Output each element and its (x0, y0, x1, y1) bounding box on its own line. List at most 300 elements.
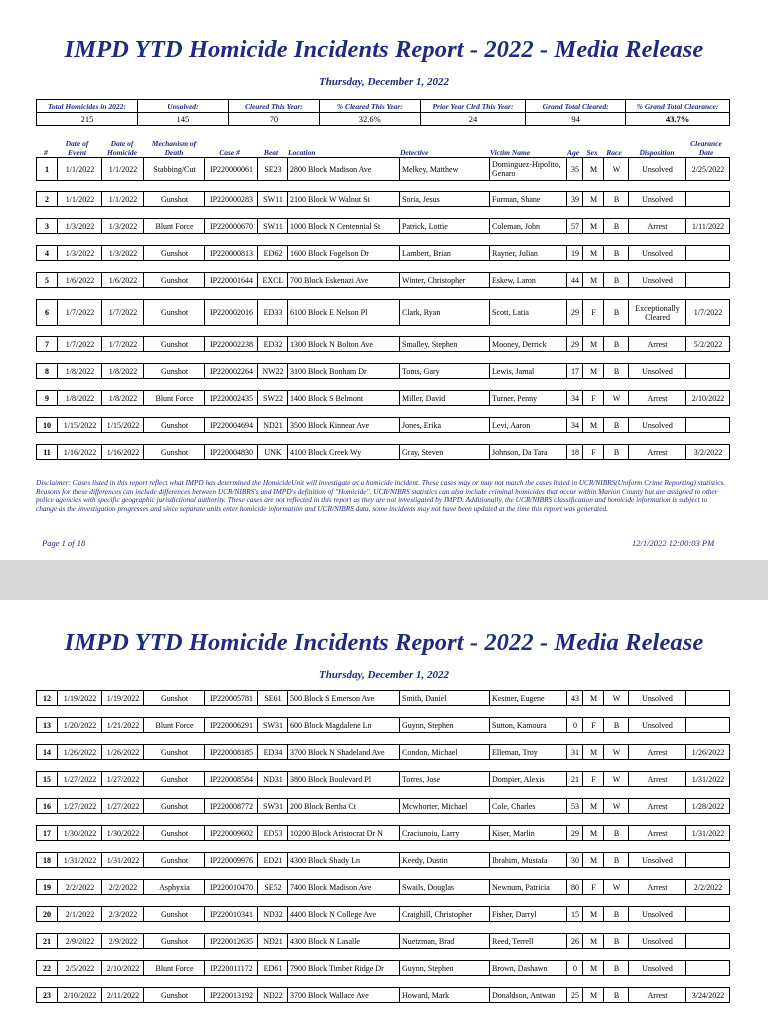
row-number: 11 (43, 447, 51, 457)
table-row (36, 218, 730, 234)
beat: ND21 (257, 418, 288, 432)
victim-name: Cole, Charles (489, 799, 569, 813)
table-row (36, 852, 730, 868)
race: W (603, 745, 629, 759)
race: B (603, 907, 629, 921)
age: 0 (566, 961, 583, 975)
row-number: 22 (43, 963, 51, 973)
case-number: IP220013192 (204, 988, 258, 1002)
sex: M (582, 961, 604, 975)
row-number: 1 (45, 164, 49, 174)
case-number: IP220002238 (204, 337, 258, 351)
row-number: 21 (43, 936, 51, 946)
age: 44 (566, 273, 583, 287)
race: W (603, 880, 629, 894)
location: 1000 Block N Centennial St (287, 219, 402, 233)
detective: Lambert, Brian (399, 246, 492, 260)
beat: ND21 (257, 934, 288, 948)
col-header-disposition: Disposition (639, 147, 675, 157)
row-number: 4 (45, 248, 49, 258)
detective: Nuetzman, Brad (399, 934, 492, 948)
mechanism-of-death: Gunshot (143, 364, 205, 378)
date-of-event: 2/1/2022 (57, 907, 102, 921)
sex: M (582, 219, 604, 233)
victim-name: Coleman, John (489, 219, 569, 233)
date-of-event: 1/15/2022 (57, 418, 102, 432)
victim-name: Rayner, Julian (489, 246, 569, 260)
date-of-homicide: 1/30/2022 (101, 826, 144, 840)
clearance-date: 1/28/2022 (685, 799, 730, 813)
victim-name: Furman, Shane (489, 192, 569, 206)
mechanism-of-death: Blunt Force (143, 718, 205, 732)
col-header-location: Location (288, 147, 316, 157)
age: 34 (566, 391, 583, 405)
location: 3800 Block Boulevard Pl (287, 772, 402, 786)
victim-name: Newnum, Patricia (489, 880, 569, 894)
report-title: IMPD YTD Homicide Incidents Report - 2022 - Media Release (64, 36, 704, 63)
disposition: Arrest (628, 988, 686, 1002)
table-row (36, 157, 730, 181)
date-of-homicide: 1/26/2022 (101, 745, 144, 759)
clearance-date: 1/7/2022 (685, 300, 730, 325)
case-number: IP220011172 (204, 961, 258, 975)
date-of-event: 1/3/2022 (57, 246, 102, 260)
table-row (36, 191, 730, 207)
victim-name: Reed, Terrell (489, 934, 569, 948)
sex: M (582, 988, 604, 1002)
table-row (36, 390, 730, 406)
page-separator (0, 560, 768, 600)
sex: M (582, 192, 604, 206)
summary-label: Grand Total Cleared: (526, 100, 626, 113)
disposition: Exceptionally Cleared (628, 300, 686, 325)
report-date: Thursday, December 1, 2022 (318, 669, 450, 681)
col-header-victim: Victim Name (490, 147, 531, 157)
case-number: IP220002016 (204, 300, 258, 325)
col-header-race: Race (606, 147, 622, 157)
detective: Condon, Michael (399, 745, 492, 759)
summary-value: 32.6% (319, 113, 420, 126)
col-header-date-homicide: Date of Homicide (107, 139, 137, 157)
disposition: Arrest (628, 826, 686, 840)
detective: Patrick, Lottie (399, 219, 492, 233)
victim-name: Turner, Penny (489, 391, 569, 405)
date-of-homicide: 1/1/2022 (101, 158, 144, 180)
victim-name: Scott, Latia (489, 300, 569, 325)
table-row (36, 336, 730, 352)
case-number: IP220000813 (204, 246, 258, 260)
beat: SW31 (257, 799, 288, 813)
summary-values-row (37, 113, 730, 126)
case-number: IP220004830 (204, 445, 258, 459)
beat: SW22 (257, 391, 288, 405)
clearance-date (685, 246, 730, 260)
mechanism-of-death: Gunshot (143, 273, 205, 287)
summary-table (36, 99, 730, 126)
age: 18 (566, 445, 583, 459)
beat: UNK (257, 445, 288, 459)
column-headers (36, 135, 730, 157)
detective: Torres, Jose (399, 772, 492, 786)
clearance-date: 1/26/2022 (685, 745, 730, 759)
table-row (36, 825, 730, 841)
location: 7900 Block Timber Ridge Dr (287, 961, 402, 975)
disposition: Arrest (628, 799, 686, 813)
beat: ED62 (257, 246, 288, 260)
row-number: 10 (43, 420, 51, 430)
detective: Winter, Christopher (399, 273, 492, 287)
case-number: IP220005781 (204, 691, 258, 705)
date-of-homicide: 2/10/2022 (101, 961, 144, 975)
mechanism-of-death: Gunshot (143, 853, 205, 867)
detective: Jones, Erika (399, 418, 492, 432)
date-of-event: 1/20/2022 (57, 718, 102, 732)
case-number: IP220006291 (204, 718, 258, 732)
mechanism-of-death: Stabbing/Cut (143, 158, 205, 180)
location: 4300 Block N Lasalle (287, 934, 402, 948)
date-of-homicide: 1/6/2022 (101, 273, 144, 287)
race: B (603, 718, 629, 732)
summary-value: 24 (420, 113, 526, 126)
detective: Clark, Ryan (399, 300, 492, 325)
beat: SW11 (257, 192, 288, 206)
table-row (36, 717, 730, 733)
sex: F (582, 391, 604, 405)
date-of-homicide: 1/19/2022 (101, 691, 144, 705)
case-number: IP220008185 (204, 745, 258, 759)
summary-label: % Cleared This Year: (319, 100, 420, 113)
date-of-event: 1/19/2022 (57, 691, 102, 705)
location: 2100 Block W Walnut St (287, 192, 402, 206)
clearance-date (685, 364, 730, 378)
mechanism-of-death: Gunshot (143, 300, 205, 325)
date-of-event: 1/27/2022 (57, 772, 102, 786)
date-of-homicide: 1/7/2022 (101, 337, 144, 351)
disposition: Unsolved (628, 418, 686, 432)
date-of-event: 1/6/2022 (57, 273, 102, 287)
clearance-date: 1/31/2022 (685, 772, 730, 786)
victim-name: Ibrahim, Mustafa (489, 853, 569, 867)
date-of-homicide: 1/8/2022 (101, 391, 144, 405)
race: W (603, 772, 629, 786)
age: 15 (566, 907, 583, 921)
date-of-homicide: 1/3/2022 (101, 246, 144, 260)
sex: M (582, 826, 604, 840)
location: 3700 Block Wallace Ave (287, 988, 402, 1002)
age: 26 (566, 934, 583, 948)
sex: M (582, 418, 604, 432)
location: 200 Block Bertha Ct (287, 799, 402, 813)
report-timestamp: 12/1/2022 12:00:03 PM (632, 538, 715, 548)
disposition: Arrest (628, 745, 686, 759)
mechanism-of-death: Blunt Force (143, 219, 205, 233)
age: 39 (566, 192, 583, 206)
sex: M (582, 907, 604, 921)
beat: ND31 (257, 772, 288, 786)
location: 3700 Block N Shadeland Ave (287, 745, 402, 759)
date-of-event: 1/8/2022 (57, 391, 102, 405)
col-header-clearance: Clearance Date (690, 139, 722, 157)
row-number: 17 (43, 828, 51, 838)
location: 4300 Block Shady Ln (287, 853, 402, 867)
race: B (603, 337, 629, 351)
detective: Toms, Gary (399, 364, 492, 378)
age: 25 (566, 988, 583, 1002)
mechanism-of-death: Gunshot (143, 691, 205, 705)
table-row (36, 798, 730, 814)
disposition: Unsolved (628, 192, 686, 206)
date-of-homicide: 2/3/2022 (101, 907, 144, 921)
table-row (36, 744, 730, 760)
disposition: Unsolved (628, 907, 686, 921)
date-of-event: 1/26/2022 (57, 745, 102, 759)
date-of-homicide: 2/9/2022 (101, 934, 144, 948)
table-row (36, 879, 730, 895)
disposition: Unsolved (628, 246, 686, 260)
age: 34 (566, 418, 583, 432)
sex: M (582, 691, 604, 705)
location: 1300 Block N Bolton Ave (287, 337, 402, 351)
clearance-date: 3/2/2022 (685, 445, 730, 459)
detective: Gray, Steven (399, 445, 492, 459)
sex: M (582, 364, 604, 378)
race: B (603, 273, 629, 287)
victim-name: Johnson, Da Tara (489, 445, 569, 459)
victim-name: Mooney, Derrick (489, 337, 569, 351)
beat: ED53 (257, 826, 288, 840)
row-number: 7 (45, 339, 49, 349)
victim-name: Donaldson, Antwan (489, 988, 569, 1002)
race: B (603, 192, 629, 206)
sex: M (582, 853, 604, 867)
mechanism-of-death: Gunshot (143, 418, 205, 432)
row-number: 20 (43, 909, 51, 919)
clearance-date: 2/2/2022 (685, 880, 730, 894)
table-row (36, 960, 730, 976)
beat: SE61 (257, 691, 288, 705)
beat: ED21 (257, 853, 288, 867)
date-of-event: 2/9/2022 (57, 934, 102, 948)
race: B (603, 934, 629, 948)
row-number: 19 (43, 882, 51, 892)
row-number: 12 (43, 693, 51, 703)
clearance-date (685, 907, 730, 921)
beat: EXCL (257, 273, 288, 287)
detective: Smith, Daniel (399, 691, 492, 705)
col-header-case: Case # (219, 147, 240, 157)
summary-value: 215 (37, 113, 138, 126)
age: 29 (566, 300, 583, 325)
summary-label: % Grand Total Clearance: (626, 100, 730, 113)
clearance-date (685, 934, 730, 948)
beat: SW31 (257, 718, 288, 732)
age: 53 (566, 799, 583, 813)
clearance-date (685, 691, 730, 705)
case-number: IP220012635 (204, 934, 258, 948)
col-header-date-event: Date of Event (65, 139, 89, 157)
date-of-event: 1/3/2022 (57, 219, 102, 233)
location: 700 Block Eskenazi Ave (287, 273, 402, 287)
summary-label: Total Homicides in 2022: (37, 100, 138, 113)
mechanism-of-death: Gunshot (143, 988, 205, 1002)
clearance-date (685, 718, 730, 732)
sex: F (582, 300, 604, 325)
date-of-homicide: 2/2/2022 (101, 880, 144, 894)
sex: M (582, 246, 604, 260)
page-number: Page 1 of 18 (42, 538, 86, 548)
case-number: IP220000061 (204, 158, 258, 180)
mechanism-of-death: Gunshot (143, 826, 205, 840)
date-of-homicide: 1/16/2022 (101, 445, 144, 459)
table-row (36, 933, 730, 949)
table-row (36, 906, 730, 922)
summary-labels-row (37, 100, 730, 113)
date-of-event: 2/10/2022 (57, 988, 102, 1002)
summary-label: Cleared This Year: (228, 100, 319, 113)
sex: M (582, 337, 604, 351)
mechanism-of-death: Gunshot (143, 246, 205, 260)
mechanism-of-death: Asphyxia (143, 880, 205, 894)
case-number: IP220010470 (204, 880, 258, 894)
case-number: IP220010341 (204, 907, 258, 921)
race: B (603, 364, 629, 378)
age: 21 (566, 772, 583, 786)
row-number: 18 (43, 855, 51, 865)
row-number: 9 (45, 393, 49, 403)
disclaimer-text: Disclaimer: Cases listed in this report reflect what IMPD has determined the HomicideUnit will investigate as a homicide incident. These cases may or may not match the cases listed in UCR/NIBRS(Uniform Crime Reporting) statistics. Reasons for these differences can include differences between UCR/NIBRS's and IMPD's definition of "Homicide". UCR/NIBRS statistics can also include criminal homicides that occur within Marion County but are assigned to other police agencies with specific geographic jurisdictional authority. These cases are not reflected in this report as they are not investigated by IMPD. Additionally, the UCR/NIBRS classification and homicide information is subject to change as the investigation progresses and since separate units enter homicide information and UCR/NIBRS data, some incidents may not have been updated at the time this report was generated. (36, 478, 726, 513)
sex: F (582, 718, 604, 732)
table-row (36, 771, 730, 787)
disposition: Unsolved (628, 853, 686, 867)
disposition: Arrest (628, 880, 686, 894)
date-of-homicide: 1/15/2022 (101, 418, 144, 432)
victim-name: Lewis, Jamal (489, 364, 569, 378)
summary-value: 70 (228, 113, 319, 126)
mechanism-of-death: Gunshot (143, 934, 205, 948)
location: 600 Block Magdalene Ln (287, 718, 402, 732)
disposition: Arrest (628, 337, 686, 351)
table-row (36, 272, 730, 288)
case-number: IP220009976 (204, 853, 258, 867)
case-number: IP220002435 (204, 391, 258, 405)
row-number: 5 (45, 275, 49, 285)
location: 2800 Block Madison Ave (287, 158, 402, 180)
location: 10200 Block Aristocrat Dr N (287, 826, 402, 840)
row-number: 13 (43, 720, 51, 730)
mechanism-of-death: Blunt Force (143, 961, 205, 975)
victim-name: Kestner, Eugene (489, 691, 569, 705)
beat: SE23 (257, 158, 288, 180)
col-header-detective: Detective (400, 147, 429, 157)
date-of-homicide: 1/1/2022 (101, 192, 144, 206)
race: B (603, 300, 629, 325)
date-of-event: 1/16/2022 (57, 445, 102, 459)
date-of-homicide: 1/7/2022 (101, 300, 144, 325)
detective: Soria, Jesus (399, 192, 492, 206)
race: W (603, 158, 629, 180)
date-of-event: 1/31/2022 (57, 853, 102, 867)
col-header-mechanism: Mechanism of Death (151, 139, 197, 157)
date-of-homicide: 2/11/2022 (101, 988, 144, 1002)
table-row (36, 299, 730, 326)
disposition: Arrest (628, 445, 686, 459)
race: B (603, 246, 629, 260)
col-header-num: # (44, 147, 48, 157)
clearance-date (685, 192, 730, 206)
beat: ND32 (257, 907, 288, 921)
victim-name: Fisher, Darryl (489, 907, 569, 921)
row-number: 2 (45, 194, 49, 204)
location: 1600 Block Fogelson Dr (287, 246, 402, 260)
age: 31 (566, 745, 583, 759)
disposition: Unsolved (628, 158, 686, 180)
date-of-event: 1/30/2022 (57, 826, 102, 840)
date-of-homicide: 1/27/2022 (101, 772, 144, 786)
disposition: Arrest (628, 772, 686, 786)
row-number: 16 (43, 801, 51, 811)
date-of-homicide: 1/3/2022 (101, 219, 144, 233)
sex: M (582, 158, 604, 180)
date-of-homicide: 1/21/2022 (101, 718, 144, 732)
date-of-homicide: 1/27/2022 (101, 799, 144, 813)
beat: ND22 (257, 988, 288, 1002)
row-number: 6 (45, 308, 49, 317)
beat: ED32 (257, 337, 288, 351)
beat: SW11 (257, 219, 288, 233)
clearance-date: 3/24/2022 (685, 988, 730, 1002)
disposition: Unsolved (628, 364, 686, 378)
table-row (36, 363, 730, 379)
detective: Miller, David (399, 391, 492, 405)
victim-name: Kiser, Marlin (489, 826, 569, 840)
date-of-event: 1/7/2022 (57, 300, 102, 325)
age: 57 (566, 219, 583, 233)
table-row (36, 417, 730, 433)
case-number: IP220009602 (204, 826, 258, 840)
sex: M (582, 799, 604, 813)
victim-name: Elleman, Troy (489, 745, 569, 759)
victim-name: Dompier, Alexis (489, 772, 569, 786)
mechanism-of-death: Gunshot (143, 799, 205, 813)
detective: Craciunoiu, Larry (399, 826, 492, 840)
disposition: Unsolved (628, 273, 686, 287)
location: 3100 Block Bonham Dr (287, 364, 402, 378)
beat: SE52 (257, 880, 288, 894)
detective: Craighill, Christopher (399, 907, 492, 921)
sex: M (582, 934, 604, 948)
location: 500 Block S Emerson Ave (287, 691, 402, 705)
mechanism-of-death: Gunshot (143, 907, 205, 921)
case-number: IP220001644 (204, 273, 258, 287)
date-of-event: 1/1/2022 (57, 192, 102, 206)
col-header-sex: Sex (586, 147, 598, 157)
mechanism-of-death: Gunshot (143, 192, 205, 206)
row-number: 15 (43, 774, 51, 784)
clearance-date (685, 853, 730, 867)
race: W (603, 691, 629, 705)
race: B (603, 988, 629, 1002)
age: 29 (566, 337, 583, 351)
mechanism-of-death: Gunshot (143, 772, 205, 786)
case-number: IP220002264 (204, 364, 258, 378)
race: B (603, 826, 629, 840)
clearance-date (685, 273, 730, 287)
table-row (36, 245, 730, 261)
clearance-date (685, 961, 730, 975)
detective: Smalley, Stephen (399, 337, 492, 351)
disposition: Unsolved (628, 934, 686, 948)
clearance-date (685, 418, 730, 432)
